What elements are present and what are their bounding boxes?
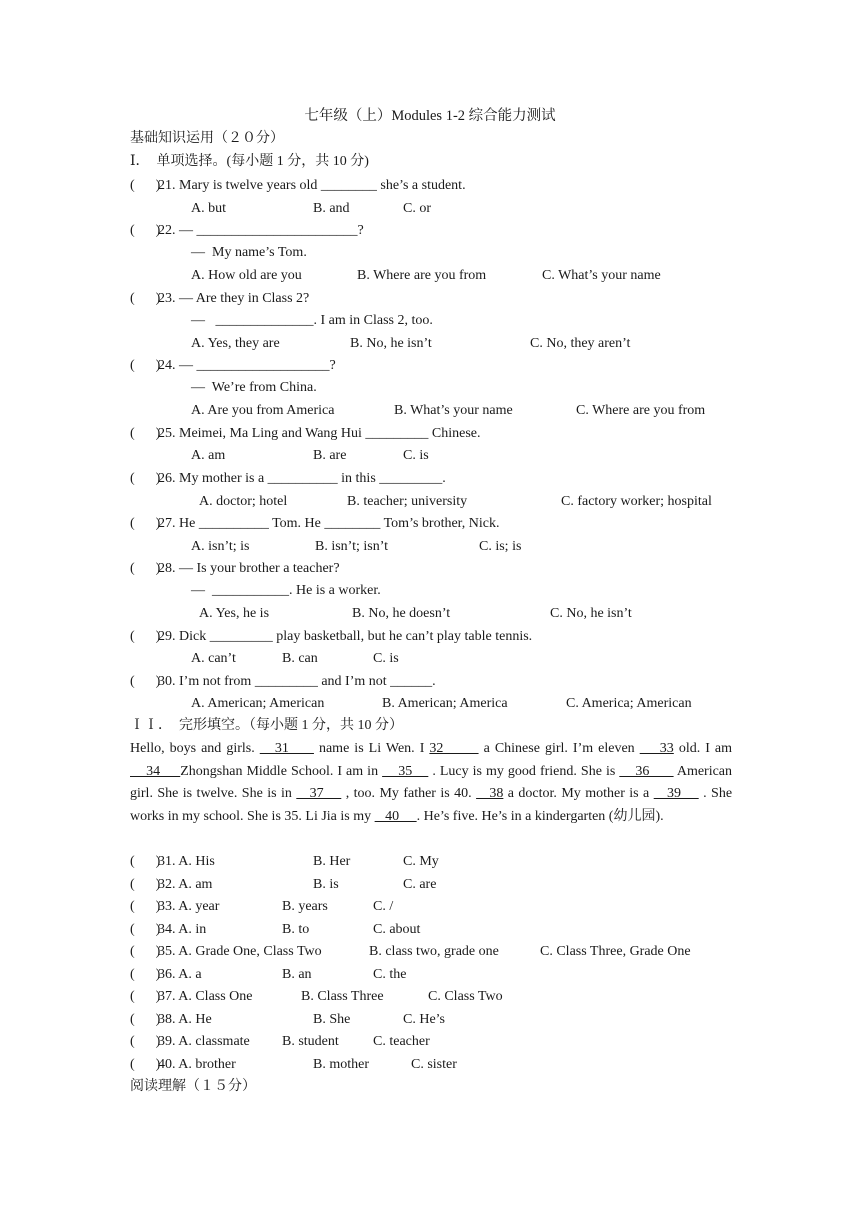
answer-paren[interactable]: ( )	[130, 291, 161, 306]
question-stem: 23. — Are they in Class 2?	[158, 291, 310, 306]
blank-33[interactable]: 33	[639, 741, 674, 756]
option-a: A. doctor; hotel	[199, 494, 288, 509]
option-c: C. Where are you from	[576, 403, 706, 418]
option-c: C. teacher	[373, 1034, 430, 1049]
option-c: C. about	[373, 922, 421, 937]
answer-paren[interactable]: ( )	[130, 1034, 161, 1049]
passage-text: American girl. She is twelve. She is in	[130, 763, 733, 801]
answer-paren[interactable]: ( )	[130, 516, 161, 531]
option-b: B. years	[282, 899, 328, 914]
option-b: B. an	[282, 967, 312, 982]
question-stem: 26. My mother is a __________ in this _________.	[158, 471, 446, 486]
dialogue-reply: — We’re from China.	[191, 380, 317, 395]
question-stem: 32. A. am	[158, 877, 213, 892]
option-c: C. or	[403, 201, 431, 216]
question-stem: 22. — _______________________?	[158, 223, 364, 238]
option-c: C. the	[373, 967, 407, 982]
option-b: B. American; America	[382, 696, 508, 711]
option-b: B. She	[313, 1012, 351, 1027]
passage-text: a Chinese girl. I’m eleven	[478, 741, 640, 756]
question-stem: 28. — Is your brother a teacher?	[158, 561, 340, 576]
question-stem: 35. A. Grade One, Class Two	[158, 944, 322, 959]
answer-paren[interactable]: ( )	[130, 561, 161, 576]
question-stem: 31. A. His	[158, 854, 215, 869]
answer-paren[interactable]: ( )	[130, 967, 161, 982]
answer-paren[interactable]: ( )	[130, 674, 161, 689]
option-c: C. Class Three, Grade One	[540, 944, 691, 959]
blank-36[interactable]: 36	[619, 763, 674, 779]
passage-text: name is Li Wen. I	[313, 741, 430, 756]
option-b: B. teacher; university	[347, 494, 468, 509]
answer-paren[interactable]: ( )	[130, 223, 161, 238]
option-a: A. can’t	[191, 651, 236, 666]
passage-text: , too. My father is 40.	[341, 786, 477, 801]
passage-text: . Lucy is my good friend. She is	[428, 763, 620, 779]
passage-text: old. I am	[673, 741, 733, 756]
question-stem: 27. He __________ Tom. He ________ Tom’s brother, Nick.	[158, 516, 500, 531]
answer-paren[interactable]: ( )	[130, 178, 161, 193]
option-c: C. is	[403, 448, 429, 463]
blank-37[interactable]: 37	[296, 786, 342, 801]
blank-35[interactable]: 35	[382, 763, 429, 779]
dialogue-reply: — ______________. I am in Class 2, too.	[191, 313, 433, 328]
option-a: A. am	[191, 448, 226, 463]
blank-38[interactable]: 38	[476, 786, 504, 801]
question-stem: 37. A. Class One	[158, 989, 253, 1004]
option-a: A. How old are you	[191, 268, 302, 283]
answer-paren[interactable]: ( )	[130, 899, 161, 914]
question-stem: 33. A. year	[158, 899, 220, 914]
page-title: 七年级（上）Modules 1-2 综合能力测试	[304, 108, 556, 124]
cloze-passage	[130, 738, 732, 828]
question-stem: 38. A. He	[158, 1012, 212, 1027]
option-c: C. No, they aren’t	[530, 336, 631, 351]
answer-paren[interactable]: ( )	[130, 877, 161, 892]
question-stem: 21. Mary is twelve years old ________ she’s a student.	[158, 178, 466, 193]
option-c: C. is; is	[479, 539, 522, 554]
passage-text: . She works in my school. She is 35. Li Jia is my	[130, 786, 733, 824]
option-a: A. Are you from America	[191, 403, 335, 418]
option-c: C. Class Two	[428, 989, 503, 1004]
option-b: B. student	[282, 1034, 339, 1049]
option-b: B. and	[313, 201, 350, 216]
question-stem: 25. Meimei, Ma Ling and Wang Hui _________ Chinese.	[158, 426, 481, 441]
part-heading-multiple-choice: Ⅰ． 单项选择。(每小题 1 分，共 10 分)	[130, 154, 369, 169]
option-c: C. are	[403, 877, 437, 892]
option-b: B. Class Three	[301, 989, 384, 1004]
answer-paren[interactable]: ( )	[130, 471, 161, 486]
question-stem: 40. A. brother	[158, 1057, 236, 1072]
blank-40[interactable]: 40	[374, 808, 417, 824]
section-heading-basics: 基础知识运用（２０分）	[130, 131, 284, 146]
answer-paren[interactable]: ( )	[130, 426, 161, 441]
dialogue-reply: — My name’s Tom.	[191, 245, 307, 260]
option-c: C. sister	[411, 1057, 457, 1072]
option-c: C. My	[403, 854, 439, 869]
question-stem: 29. Dick _________ play basketball, but he can’t play table tennis.	[158, 629, 533, 644]
option-b: B. isn’t; isn’t	[315, 539, 389, 554]
option-b: B. No, he isn’t	[350, 336, 432, 351]
option-b: B. are	[313, 448, 347, 463]
passage-text: Zhongshan Middle School. I am in	[180, 763, 383, 779]
option-a: A. Yes, he is	[199, 606, 270, 621]
option-a: A. but	[191, 201, 226, 216]
passage-text: a doctor. My mother is a	[503, 786, 654, 801]
option-b: B. No, he doesn’t	[352, 606, 451, 621]
option-c: C. What’s your name	[542, 268, 661, 283]
blank-39[interactable]: 39	[653, 786, 699, 801]
blank-34[interactable]: 34	[130, 763, 181, 779]
answer-paren[interactable]: ( )	[130, 1012, 161, 1027]
question-stem: 34. A. in	[158, 922, 207, 937]
answer-paren[interactable]: ( )	[130, 989, 161, 1004]
option-b: B. Her	[313, 854, 351, 869]
option-c: C. America; American	[566, 696, 692, 711]
option-b: B. is	[313, 877, 339, 892]
option-b: B. Where are you from	[357, 268, 487, 283]
dialogue-reply: — ___________. He is a worker.	[191, 583, 381, 598]
blank-31[interactable]: 31	[259, 741, 314, 756]
answer-paren[interactable]: ( )	[130, 358, 161, 373]
option-c: C. /	[373, 899, 394, 914]
section-heading-reading: 阅读理解（１５分）	[130, 1079, 256, 1094]
passage-text: Hello, boys and girls.	[130, 741, 260, 756]
answer-paren[interactable]: ( )	[130, 944, 161, 959]
question-stem: 36. A. a	[158, 967, 202, 982]
answer-paren[interactable]: ( )	[130, 854, 161, 869]
blank-32[interactable]: 32	[429, 741, 479, 756]
option-b: B. What’s your name	[394, 403, 513, 418]
option-c: C. factory worker; hospital	[561, 494, 712, 509]
option-c: C. He’s	[403, 1012, 445, 1027]
passage-text: . He’s five. He’s in a kindergarten (幼儿园).	[416, 808, 664, 824]
question-stem: 24. — ___________________?	[158, 358, 336, 373]
option-a: A. isn’t; is	[191, 539, 250, 554]
option-c: C. is	[373, 651, 399, 666]
option-b: B. mother	[313, 1057, 369, 1072]
option-a: A. American; American	[191, 696, 325, 711]
option-b: B. to	[282, 922, 310, 937]
option-b: B. can	[282, 651, 318, 666]
part-heading-cloze: ＩＩ． 完形填空。（每小题 1 分，共 10 分）	[130, 718, 403, 733]
option-a: A. Yes, they are	[191, 336, 280, 351]
answer-paren[interactable]: ( )	[130, 1057, 161, 1072]
answer-paren[interactable]: ( )	[130, 629, 161, 644]
question-stem: 30. I’m not from _________ and I’m not ______.	[158, 674, 436, 689]
option-b: B. class two, grade one	[369, 944, 499, 959]
option-c: C. No, he isn’t	[550, 606, 632, 621]
answer-paren[interactable]: ( )	[130, 922, 161, 937]
question-stem: 39. A. classmate	[158, 1034, 250, 1049]
